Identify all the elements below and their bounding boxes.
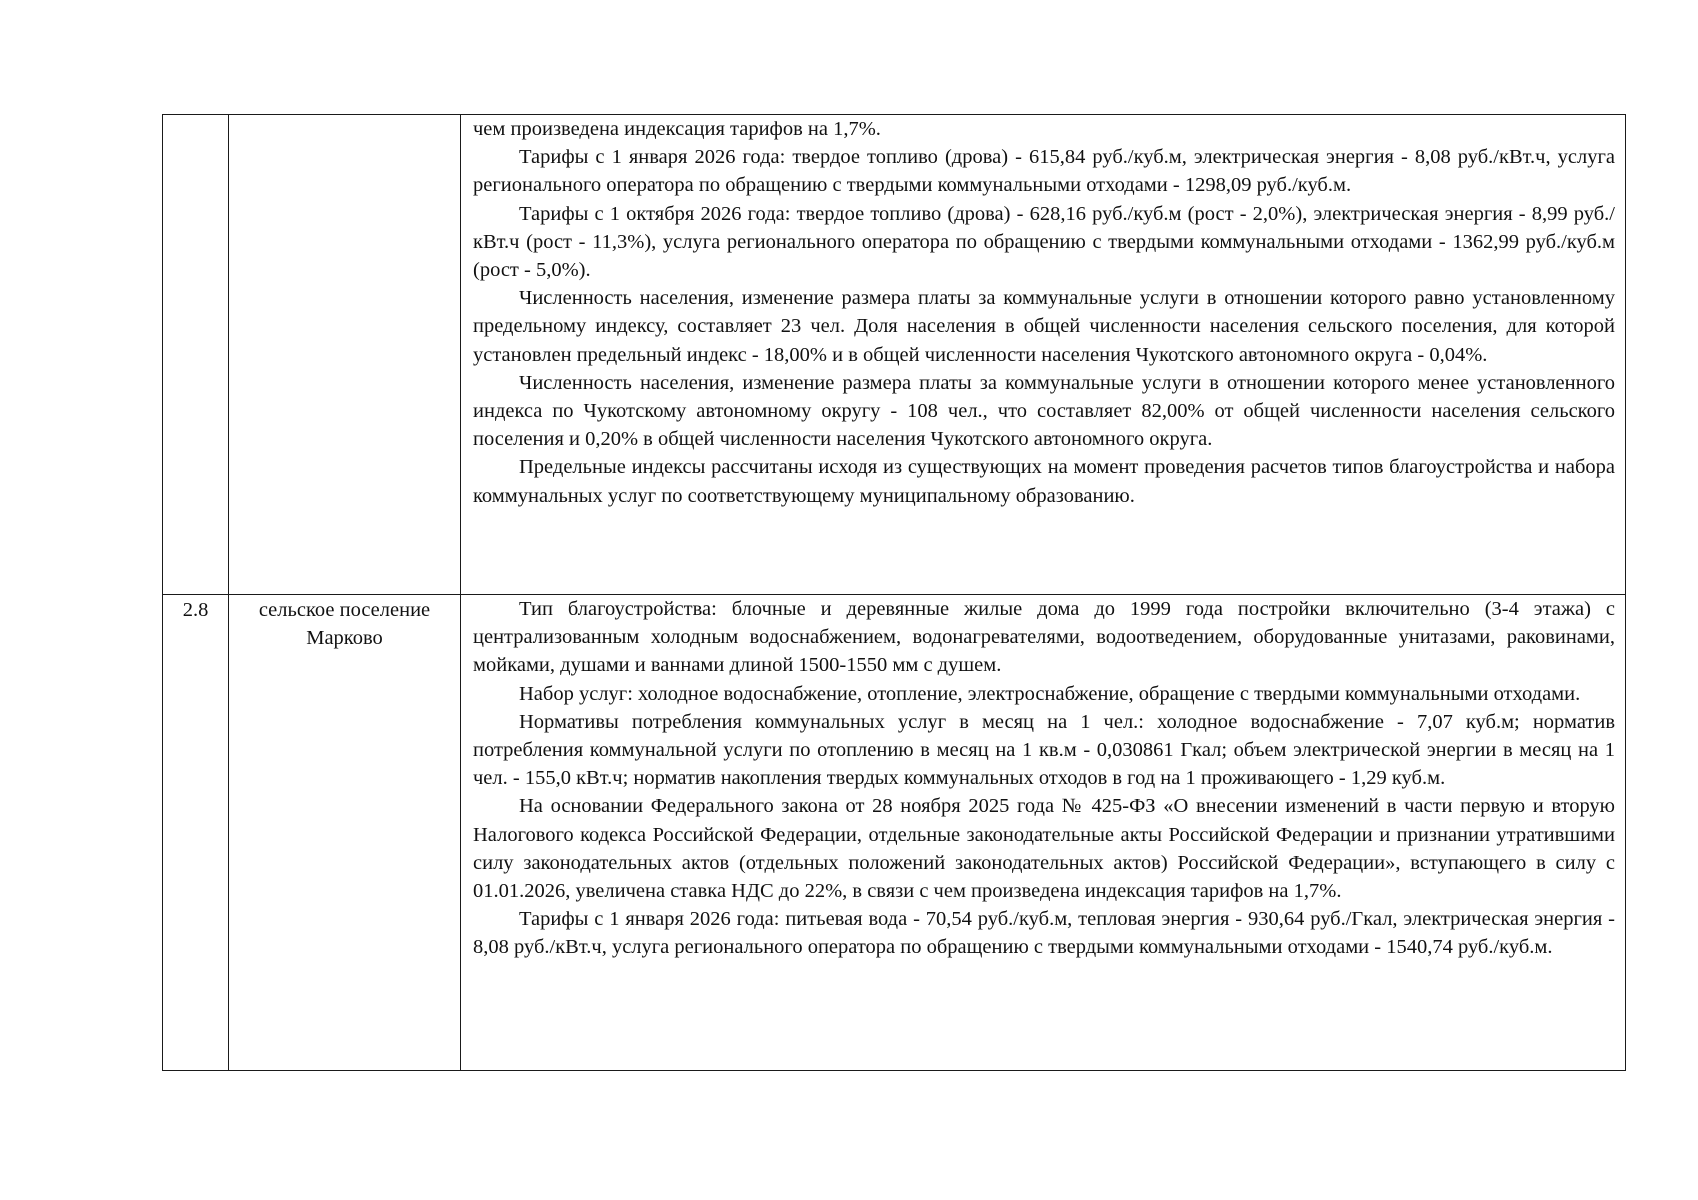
paragraph-tariffs-october: Тарифы с 1 октября 2026 года: твердое топливо (дрова) - 628,16 руб./куб.м (рост - 2,0%), электрическая энергия - 8,99 руб./кВт.ч (рост - 11,3%), услуга регионального оператора по обращению с твердыми коммунальными отходами - 1362,99 руб./куб.м (рост - 5,0%).	[473, 202, 1615, 282]
municipal-tariffs-table	[162, 114, 1626, 1071]
description-cell	[461, 115, 1626, 595]
municipality-name-line: Марково	[306, 627, 383, 649]
row-number-cell	[163, 115, 229, 595]
paragraph-population-below-index: Численность населения, изменение размера платы за коммунальные услуги в отношении которого менее установленного индекса по Чукотскому автономному округу - 108 чел., что составляет 82,00% от общей численности населения сельского поселения и 0,20% в общей численности населения Чукотского автономного округа.	[473, 371, 1615, 451]
paragraph-consumption-norms: Нормативы потребления коммунальных услуг в месяц на 1 чел.: холодное водоснабжение - 7,07 куб.м; норматив потребления коммунальной услуги по отоплению в месяц на 1 кв.м - 0,030861 Гкал; объем электрической энергии в месяц на 1 чел. - 155,0 кВт.ч; норматив накопления твердых коммунальных отходов в год на 1 проживающего - 1,29 куб.м.	[473, 710, 1615, 790]
row-number-cell: 2.8	[163, 595, 229, 1071]
description-cell	[461, 595, 1626, 1071]
municipality-name-cell	[229, 595, 461, 1071]
paragraph-tariffs-january: Тарифы с 1 января 2026 года: твердое топливо (дрова) - 615,84 руб./куб.м, электрическая энергия - 8,08 руб./кВт.ч, услуга регионального оператора по обращению с твердыми коммунальными отходами - 1298,09 руб./куб.м.	[473, 146, 1615, 197]
table-row	[163, 595, 1626, 1071]
paragraph-continuation: чем произведена индексация тарифов на 1,7%.	[473, 118, 881, 140]
paragraph-index-basis: Предельные индексы рассчитаны исходя из существующих на момент проведения расчетов типов благоустройства и набора коммунальных услуг по соответствующему муниципальному образованию.	[473, 456, 1615, 507]
paragraph-service-set: Набор услуг: холодное водоснабжение, отопление, электроснабжение, обращение с твердыми коммунальными отходами.	[519, 682, 1581, 705]
paragraph-population-equal-index: Численность населения, изменение размера платы за коммунальные услуги в отношении которого равно установленному предельному индексу, составляет 23 чел. Доля населения в общей численности населения сельского поселения, для которой установлен предельный индекс - 18,00% и в общей численности населения Чукотского автономного округа - 0,04%.	[473, 287, 1615, 366]
municipality-name-cell	[229, 115, 461, 595]
paragraph-improvement-type: Тип благоустройства: блочные и деревянные жилые дома до 1999 года постройки включительно (3-4 этажа) с централизованным холодным водоснабжением, водонагревателями, водоотведением, оборудованные унитазами, раковинами, мойками, душами и ваннами длиной 1500-1550 мм с душем.	[473, 598, 1615, 677]
paragraph-tariffs-january: Тарифы с 1 января 2026 года: питьевая вода - 70,54 руб./куб.м, тепловая энергия - 930,64 руб./Гкал, электрическая энергия - 8,08 руб./кВт.ч, услуга регионального оператора по обращению с твердыми коммунальными отходами - 1540,74 руб./куб.м.	[473, 908, 1615, 959]
municipality-name-line: сельское поселение	[258, 599, 431, 621]
paragraph-federal-law-vat: На основании Федерального закона от 28 ноября 2025 года № 425-ФЗ «О внесении изменений в части первую и вторую Налогового кодекса Российской Федерации, отдельные законодательные акты Российской Федерации и признании утратившими силу законодательных актов (отдельных положений законодательных актов) Российской Федерации», вступающего в силу с 01.01.2026, увеличена ставка НДС до 22%, в связи с чем произведена индексация тарифов на 1,7%.	[473, 795, 1615, 903]
table-row	[163, 115, 1626, 595]
